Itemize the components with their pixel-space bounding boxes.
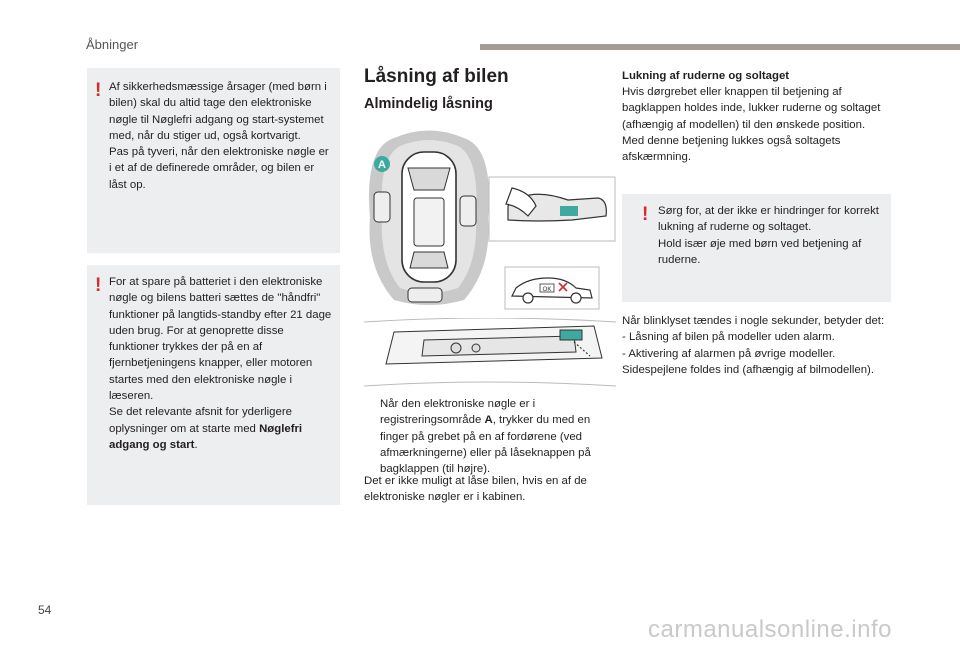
kabine-note: Det er ikke muligt at låse bilen, hvis en af de elektroniske nøgler er i kabinen. [364, 475, 587, 504]
ok-label: OK [542, 287, 552, 293]
instruction-bullet [364, 396, 610, 477]
right-paragraph-1: Hvis dørgrebet eller knappen til betjening af bagklappen holdes inde, lukker ruderne og soltaget (afhængig af modellen) til den ønskede position. Med denne betjening lukkes også soltagets afskærmning. [622, 86, 881, 164]
warning-note-right [622, 194, 891, 302]
section-bar [480, 44, 960, 50]
warning-note-1-text: Af sikkerhedsmæssige årsager (med børn i bilen) skal du altid tage den elektroniske nøgle til Nøglefri adgang og start-systemet med, når du stiger ud, også kortvarigt. Pas på tyveri, når den elektroniske nøgle er i et af de definerede områder, og bilen er låst op. [109, 81, 329, 191]
warning-icon: ! [95, 80, 102, 101]
warning-icon: ! [95, 275, 102, 296]
page-title: Låsning af bilen [364, 66, 509, 87]
right-paragraph-2: Når blinklyset tændes i nogle sekunder, betyder det: - Låsning af bilen på modeller uden alarm. - Aktivering af alarmen på øvrige modeller. Sidespejlene foldes ind (afhængig af bilmodellen). [622, 315, 885, 376]
car-detection-zone-illustration [364, 128, 494, 308]
car-side-illustration [504, 266, 600, 310]
warning-note-right-text: Sørg for, at der ikke er hindringer for korrekt lukning af ruderne og soltaget. Hold især øje med børn ved betjening af ruderne. [658, 205, 879, 266]
door-handle-hand-illustration [488, 176, 616, 242]
page-subtitle: Almindelig låsning [364, 96, 493, 112]
warning-note-2 [87, 265, 340, 505]
right-heading: Lukning af ruderne og soltaget [622, 70, 790, 82]
tailgate-button-illustration [364, 318, 616, 390]
section-label: Åbninger [86, 37, 139, 52]
page-number: 54 [38, 603, 52, 617]
warning-note-2-text: For at spare på batteriet i den elektroniske nøgle og bilens batteri sættes de "håndfri" funktioner på langtids-standby efter 21 dage uden brug. For at genoprette disse funktioner trykkes der på en af fjernbetjeningens knapper, eller motoren startes med den elektroniske nøgle i læseren. Se det relevante afsnit for yderligere oplysninger om at starte med Nøglefri adgang og start. [109, 276, 332, 451]
warning-note-1 [87, 68, 340, 253]
warning-icon: ! [642, 204, 649, 225]
watermark: carmanualsonline.info [648, 616, 892, 643]
zone-a-label: A [378, 159, 386, 171]
bullet-text: Når den elektroniske nøgle er i registreringsområde A, trykker du med en finger på grebet på en af fordørene (ved afmærkningerne) eller på låseknappen på bagklappen (til højre). [380, 398, 591, 476]
